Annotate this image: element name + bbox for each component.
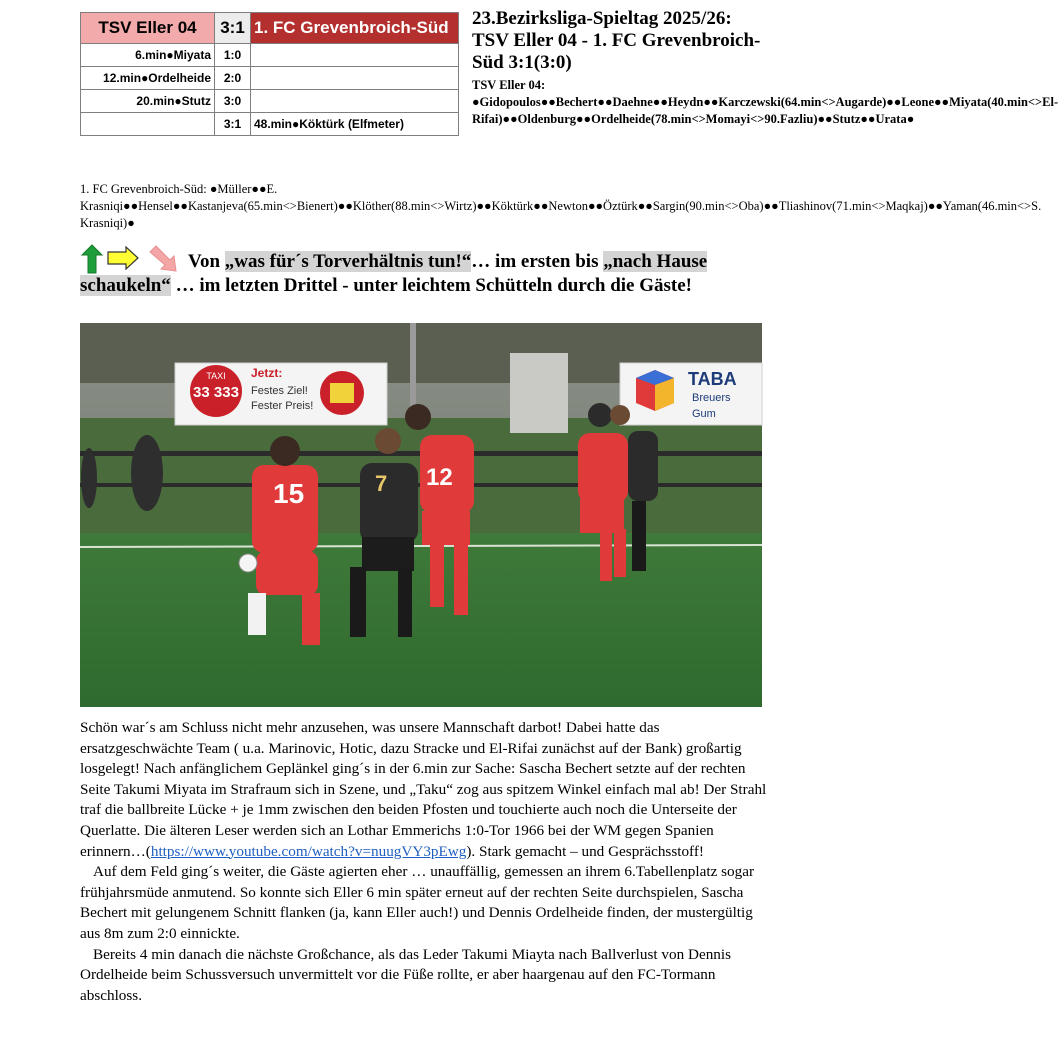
away-goal: 48.min●Köktürk (Elfmeter) <box>251 113 459 136</box>
match-photo <box>80 323 762 707</box>
goal-score: 3:0 <box>215 90 251 113</box>
headline-highlight: „nach Hause schaukeln“ <box>80 251 708 296</box>
headline-part: … im letzten Drittel - unter leichtem Schütteln durch die Gäste! <box>170 275 692 296</box>
ad-brand: Breuers <box>692 392 731 404</box>
article-paragraph: Auf dem Feld ging´s weiter, die Gäste agierten eher … unauffällig, gemessen an ihrem 6.Tabellenplatz sogar frühjahrsmüde anmutend. So konnte sich Eller 6 min später erneut auf der rechten Seite durchspielen, Sascha Bechert mit gelungenem Schnitt flanken (ja, kann Eller auch!) und Dennis Ordelheide finden, der mustergültig aus 8m zum 2:0 einnickte. <box>80 863 755 942</box>
home-goal: 6.min●Miyata <box>81 44 215 67</box>
ad-taxi-label: TAXI <box>206 371 226 381</box>
home-goal: 20.min●Stutz <box>81 90 215 113</box>
match-photo-illustration <box>80 323 762 707</box>
article-paragraph: Bereits 4 min danach die nächste Großchance, als das Leder Takumi Miayta nach Ballverlust von Dennis Ordelheide beim Schussversuch unvermittelt vor die Füße rollte, er aber haargenau auf den FC-Tormann abschloss. <box>80 945 732 1004</box>
final-score: 3:1 <box>215 13 251 44</box>
ad-brand: TABA <box>688 369 737 389</box>
headline-part: Von <box>188 251 225 272</box>
away-goal <box>251 44 459 67</box>
jersey-number: 15 <box>273 478 305 509</box>
ad-text: Fester Preis! <box>251 400 314 412</box>
headline-highlight: „was für´s Torverhältnis tun!“ <box>224 251 472 272</box>
paragraph-text: Schön war´s am Schluss nicht mehr anzusehen, was unsere Mannschaft darbot! Dabei hatte das ersatzgeschwächte Team ( u.a. Marinovic, Hotic, dazu Stracke und El-Rifai zunächst auf der Bank) großartig losgelegt! Nach anfänglichem Geplänkel ging´s in der 6.min zur Sache: Sascha Bechert setzte auf der rechten Seite Takumi Miyata im Strafraum sich in Szene, und „Taku“ zog aus spitzem Winkel einfach mal ab! Der Strahl traf die ballbreite Lücke + je 1mm zwischen den beiden Pfosten und touchierte auch noch die Unterseite der Querlatte. Die älteren Leser werden sich an Lothar Emmerichs 1:0-Tor 1966 bei der WM gegen Spanien erinnern…( <box>80 719 767 860</box>
jersey-number: 7 <box>375 471 388 496</box>
headline <box>80 250 770 298</box>
ad-text: Festes Ziel! <box>251 385 308 397</box>
goal-row <box>81 113 459 136</box>
score-table <box>80 12 459 136</box>
headline-part: … im ersten bis <box>471 251 604 272</box>
ad-text: Jetzt: <box>251 366 283 380</box>
ad-brand: Gum <box>692 408 716 420</box>
goal-score: 3:1 <box>215 113 251 136</box>
away-goal <box>251 67 459 90</box>
jersey-number: 12 <box>426 464 453 491</box>
ad-phone-number: 33 333 <box>193 384 239 401</box>
goal-score: 2:0 <box>215 67 251 90</box>
score-header-row <box>81 13 459 44</box>
home-lineup: TSV Eller 04: ●Gidopoulos●●Bechert●●Daehne●●Heydn●●Karczewski(64.min<>Augarde)●●Leone●●Miyata(40.min<>El-Rifai)●●Oldenburg●●Ordelheide(78.min<>Momayi<>90.Fazliu)●●Stutz●●Urata● <box>472 78 1058 126</box>
goal-score: 1:0 <box>215 44 251 67</box>
away-goal <box>251 90 459 113</box>
home-goal: 12.min●Ordelheide <box>81 67 215 90</box>
match-title: 23.Bezirksliga-Spieltag 2025/26: TSV Eller 04 - 1. FC Grevenbroich-Süd 3:1(3:0) <box>472 8 761 73</box>
away-team-name: 1. FC Grevenbroich-Süd <box>251 13 459 44</box>
home-goal <box>81 113 215 136</box>
goal-row <box>81 44 459 67</box>
goal-row <box>81 67 459 90</box>
article-paragraph <box>80 718 768 862</box>
home-team-name: TSV Eller 04 <box>81 13 215 44</box>
goal-row <box>81 90 459 113</box>
youtube-link[interactable]: https://www.youtube.com/watch?v=nuugVY3pEwg <box>150 842 467 860</box>
article-body <box>80 718 768 1006</box>
paragraph-text: ). Stark gemacht – und Gesprächsstoff! <box>466 842 704 860</box>
away-lineup: 1. FC Grevenbroich-Süd: ●Müller●●E. Krasniqi●●Hensel●●Kastanjeva(65.min<>Bienert)●●Klöther(88.min<>Wirtz)●●Köktürk●●Newton●●Öztürk●●Sargin(90.min<>Oba)●●Tliashinov(71.min<>Maqkaj)●●Yaman(46.min<>S. Krasniqi)● <box>80 182 1042 230</box>
